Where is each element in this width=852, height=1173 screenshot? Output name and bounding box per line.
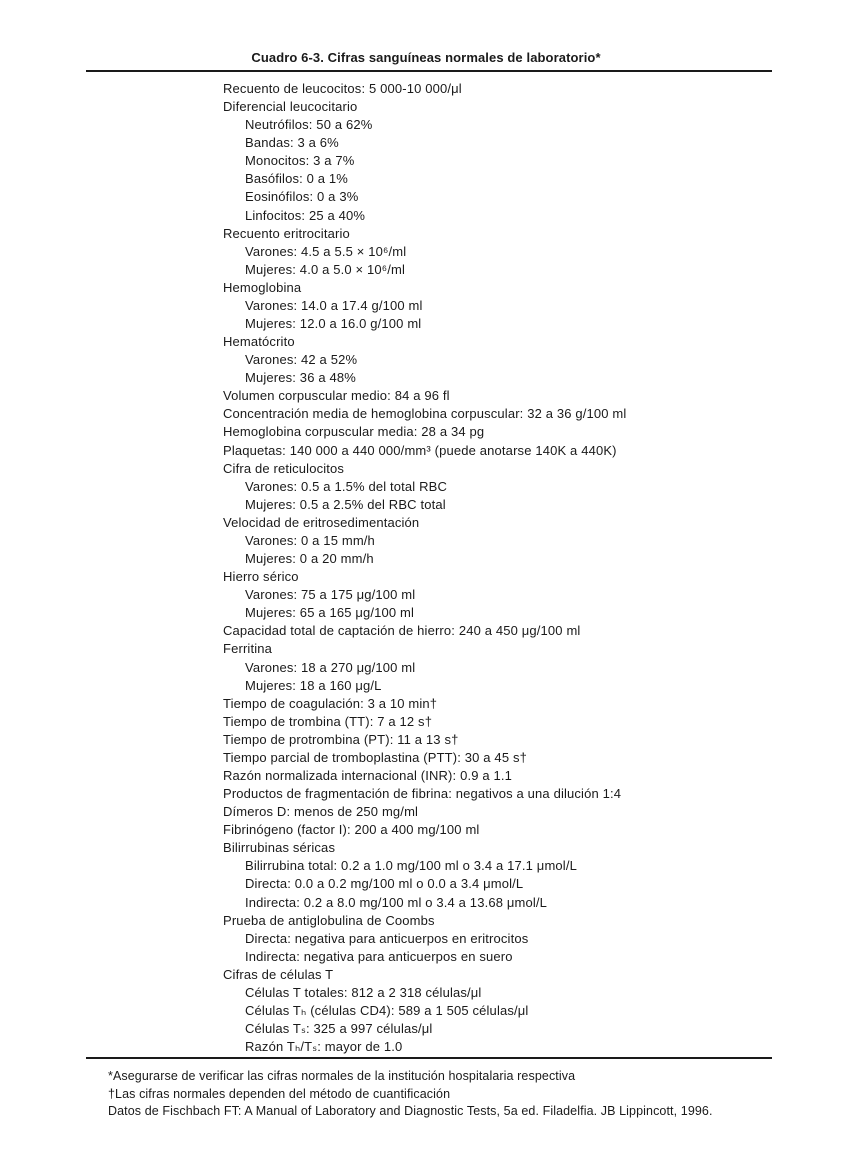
list-subitem: Indirecta: 0.2 a 8.0 mg/100 ml o 3.4 a 13.68 μmol/L	[245, 894, 548, 910]
list-subitem: Mujeres: 12.0 a 16.0 g/100 ml	[245, 316, 422, 332]
list-item: Recuento de leucocitos: 5 000-10 000/μl	[223, 81, 462, 96]
list-item: Prueba de antiglobulina de Coombs	[223, 912, 435, 928]
top-rule	[86, 70, 772, 72]
list-subitem: Células Tₕ (células CD4): 589 a 1 505 células/μl	[245, 1002, 529, 1018]
list-item: Dímeros D: menos de 250 mg/ml	[223, 804, 419, 820]
list-subitem: Monocitos: 3 a 7%	[245, 153, 355, 169]
list-item: Hematócrito	[223, 334, 295, 350]
list-subitem: Mujeres: 36 a 48%	[245, 370, 356, 386]
list-subitem: Mujeres: 4.0 a 5.0 × 10⁶/ml	[245, 261, 406, 277]
list-item: Diferencial leucocitario	[223, 99, 358, 115]
list-item: Fibrinógeno (factor I): 200 a 400 mg/100 ml	[223, 822, 480, 838]
list-subitem: Bandas: 3 a 6%	[245, 135, 339, 151]
list-item: Hemoglobina	[223, 279, 302, 295]
list-subitem: Indirecta: negativa para anticuerpos en suero	[245, 948, 513, 964]
list-subitem: Neutrófilos: 50 a 62%	[245, 117, 373, 133]
footnote-source: Datos de Fischbach FT: A Manual of Laboratory and Diagnostic Tests, 5a ed. Filadelfia. JB Lippincott, 1996.	[108, 1104, 713, 1118]
list-item: Recuento eritrocitario	[223, 225, 350, 241]
list-item: Cifra de reticulocitos	[223, 460, 345, 476]
list-item: Concentración media de hemoglobina corpuscular: 32 a 36 g/100 ml	[223, 406, 627, 422]
list-item: Tiempo parcial de tromboplastina (PTT): 30 a 45 s†	[223, 749, 527, 765]
list-subitem: Bilirrubina total: 0.2 a 1.0 mg/100 ml o 3.4 a 17.1 μmol/L	[245, 858, 577, 874]
list-subitem: Varones: 14.0 a 17.4 g/100 ml	[245, 297, 423, 313]
footnote-asterisk: *Asegurarse de verificar las cifras normales de la institución hospitalaria respectiva	[108, 1069, 576, 1083]
list-item: Cifras de células T	[223, 966, 334, 982]
list-subitem: Directa: negativa para anticuerpos en eritrocitos	[245, 930, 529, 946]
list-subitem: Mujeres: 0 a 20 mm/h	[245, 551, 374, 567]
list-subitem: Linfocitos: 25 a 40%	[245, 207, 366, 223]
list-subitem: Directa: 0.0 a 0.2 mg/100 ml o 0.0 a 3.4 μmol/L	[245, 876, 524, 892]
lab-values-list	[223, 80, 783, 1056]
list-item: Capacidad total de captación de hierro: 240 a 450 μg/100 ml	[223, 623, 581, 639]
list-item: Ferritina	[223, 641, 273, 657]
list-subitem: Células T totales: 812 a 2 318 células/μl	[245, 984, 482, 1000]
list-subitem: Mujeres: 65 a 165 μg/100 ml	[245, 605, 415, 621]
list-subitem: Varones: 0 a 15 mm/h	[245, 532, 375, 548]
list-subitem: Varones: 18 a 270 μg/100 ml	[245, 659, 416, 675]
list-subitem: Células Tₛ: 325 a 997 células/μl	[245, 1021, 433, 1037]
list-item: Hierro sérico	[223, 569, 299, 585]
list-subitem: Eosinófilos: 0 a 3%	[245, 189, 359, 205]
list-subitem: Varones: 42 a 52%	[245, 352, 358, 368]
list-item: Volumen corpuscular medio: 84 a 96 fl	[223, 388, 450, 404]
list-item: Tiempo de protrombina (PT): 11 a 13 s†	[223, 731, 459, 747]
footnotes	[86, 1068, 786, 1121]
list-item: Razón normalizada internacional (INR): 0.9 a 1.1	[223, 767, 513, 783]
list-subitem: Basófilos: 0 a 1%	[245, 171, 348, 187]
list-subitem: Razón Tₕ/Tₛ: mayor de 1.0	[245, 1039, 403, 1055]
list-subitem: Mujeres: 18 a 160 μg/L	[245, 677, 382, 693]
list-item: Plaquetas: 140 000 a 440 000/mm³ (puede anotarse 140K a 440K)	[223, 442, 617, 458]
list-item: Velocidad de eritrosedimentación	[223, 514, 420, 530]
list-subitem: Mujeres: 0.5 a 2.5% del RBC total	[245, 496, 446, 512]
list-item: Tiempo de coagulación: 3 a 10 min†	[223, 695, 438, 711]
list-item: Tiempo de trombina (TT): 7 a 12 s†	[223, 713, 433, 729]
bottom-rule	[86, 1057, 772, 1059]
list-item: Bilirrubinas séricas	[223, 840, 336, 856]
footnote-dagger: †Las cifras normales dependen del método de cuantificación	[108, 1086, 451, 1101]
list-item: Productos de fragmentación de fibrina: negativos a una dilución 1:4	[223, 786, 622, 802]
list-subitem: Varones: 0.5 a 1.5% del total RBC	[245, 478, 447, 494]
table-title: Cuadro 6-3. Cifras sanguíneas normales de laboratorio*	[251, 50, 601, 65]
list-item: Hemoglobina corpuscular media: 28 a 34 pg	[223, 424, 485, 440]
list-subitem: Varones: 4.5 a 5.5 × 10⁶/ml	[245, 243, 407, 259]
list-subitem: Varones: 75 a 175 μg/100 ml	[245, 587, 416, 603]
